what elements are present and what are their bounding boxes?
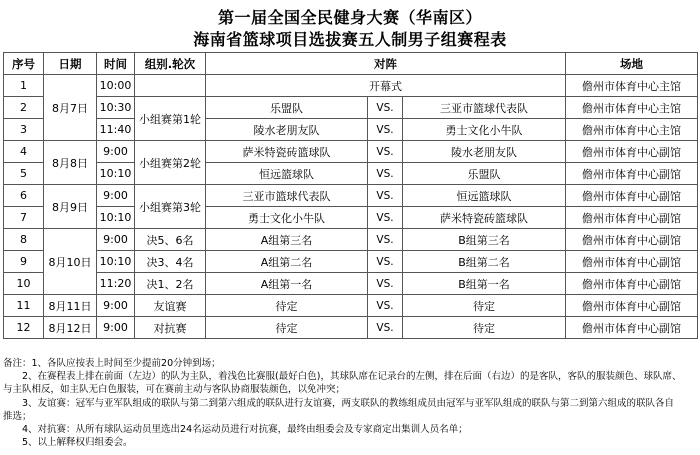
- table-row: [4, 75, 698, 97]
- cell-venue: 儋州市体育中心主馆: [566, 119, 698, 141]
- cell-venue: 儋州市体育中心副馆: [566, 295, 698, 317]
- note-line: 3、友谊赛：冠军与亚军队组成的联队与第二到第六组成的联队进行友谊赛，两支联队的教练组成员由冠军与亚军队组成的联队与第二到第六组成的联队各自: [3, 397, 675, 409]
- cell-no: 7: [4, 207, 44, 229]
- title-line-2: 海南省篮球项目选拔赛五人制男子组赛程表: [193, 30, 507, 49]
- cell-team-b: B组第二名: [403, 251, 566, 273]
- header-date: 日期: [44, 53, 97, 75]
- header-no: 序号: [4, 53, 44, 75]
- cell-date: 8月8日: [44, 141, 97, 185]
- cell-no: 8: [4, 229, 44, 251]
- cell-vs: VS.: [368, 273, 403, 295]
- cell-team-a: 三亚市篮球代表队: [206, 185, 368, 207]
- cell-no: 1: [4, 75, 44, 97]
- cell-vs: VS.: [368, 119, 403, 141]
- cell-time: 10:10: [97, 163, 135, 185]
- cell-no: 10: [4, 273, 44, 295]
- cell-venue: 儋州市体育中心副馆: [566, 229, 698, 251]
- cell-team-b: 乐盟队: [403, 163, 566, 185]
- notes-section: [3, 357, 697, 449]
- cell-no: 12: [4, 317, 44, 339]
- cell-venue: 儋州市体育中心副馆: [566, 163, 698, 185]
- cell-vs: VS.: [368, 97, 403, 119]
- table-row: [4, 119, 698, 141]
- cell-team-b: 待定: [403, 295, 566, 317]
- table-row: [4, 273, 698, 295]
- cell-vs: VS.: [368, 141, 403, 163]
- cell-no: 4: [4, 141, 44, 163]
- table-row: [4, 207, 698, 229]
- cell-no: 5: [4, 163, 44, 185]
- cell-no: 11: [4, 295, 44, 317]
- cell-vs: VS.: [368, 229, 403, 251]
- cell-team-b: B组第一名: [403, 273, 566, 295]
- cell-team-a: 乐盟队: [206, 97, 368, 119]
- cell-team-a: A组第二名: [206, 251, 368, 273]
- note-line: 5、以上解释权归组委会。: [3, 437, 133, 449]
- cell-team-b: 萨米特瓷砖篮球队: [403, 207, 566, 229]
- cell-round: 决1、2名: [135, 273, 206, 295]
- cell-team-a: 待定: [206, 317, 368, 339]
- cell-date: 8月12日: [44, 317, 97, 339]
- cell-team-a: 待定: [206, 295, 368, 317]
- table-row: [4, 317, 698, 339]
- cell-team-b: 三亚市篮球代表队: [403, 97, 566, 119]
- cell-no: 6: [4, 185, 44, 207]
- cell-ceremony: 开幕式: [206, 75, 566, 97]
- cell-round-empty: [135, 75, 206, 97]
- cell-time: 10:00: [97, 75, 135, 97]
- cell-team-b: B组第三名: [403, 229, 566, 251]
- cell-team-a: A组第三名: [206, 229, 368, 251]
- cell-time: 11:40: [97, 119, 135, 141]
- table-row: [4, 229, 698, 251]
- cell-round: 友谊赛: [135, 295, 206, 317]
- cell-vs: VS.: [368, 207, 403, 229]
- cell-time: 10:30: [97, 97, 135, 119]
- cell-time: 9:00: [97, 185, 135, 207]
- cell-time: 11:20: [97, 273, 135, 295]
- cell-time: 9:00: [97, 141, 135, 163]
- cell-team-a: 恒远篮球队: [206, 163, 368, 185]
- schedule-table: [3, 52, 698, 339]
- cell-venue: 儋州市体育中心主馆: [566, 75, 698, 97]
- cell-team-a: 萨米特瓷砖篮球队: [206, 141, 368, 163]
- cell-date: 8月11日: [44, 295, 97, 317]
- cell-time: 9:00: [97, 229, 135, 251]
- table-row: [4, 141, 698, 163]
- table-row: [4, 251, 698, 273]
- header-row: [4, 53, 698, 75]
- cell-date: 8月10日: [44, 229, 97, 295]
- cell-time: 9:00: [97, 317, 135, 339]
- header-venue: 场地: [566, 53, 698, 75]
- cell-vs: VS.: [368, 163, 403, 185]
- cell-time: 10:10: [97, 207, 135, 229]
- table-row: [4, 97, 698, 119]
- cell-round: 对抗赛: [135, 317, 206, 339]
- cell-vs: VS.: [368, 295, 403, 317]
- cell-round: 决3、4名: [135, 251, 206, 273]
- cell-venue: 儋州市体育中心副馆: [566, 207, 698, 229]
- cell-team-a: 勇士文化小牛队: [206, 207, 368, 229]
- cell-vs: VS.: [368, 251, 403, 273]
- title-line-1: 第一届全国全民健身大赛（华南区）: [217, 8, 482, 27]
- cell-date: 8月7日: [44, 75, 97, 141]
- cell-vs: VS.: [368, 185, 403, 207]
- cell-time: 10:10: [97, 251, 135, 273]
- cell-round: 小组赛第1轮: [135, 97, 206, 141]
- cell-team-a: 陵水老朋友队: [206, 119, 368, 141]
- cell-team-b: 恒远篮球队: [403, 185, 566, 207]
- cell-no: 3: [4, 119, 44, 141]
- cell-team-b: 勇士文化小牛队: [403, 119, 566, 141]
- table-row: [4, 295, 698, 317]
- cell-team-b: 陵水老朋友队: [403, 141, 566, 163]
- cell-no: 9: [4, 251, 44, 273]
- header-round: 组别.轮次: [135, 53, 206, 75]
- cell-team-b: 待定: [403, 317, 566, 339]
- cell-vs: VS.: [368, 317, 403, 339]
- note-line: 4、对抗赛：从所有球队运动员里选出24名运动员进行对抗赛，最终由组委会及专家商定出集训人员名单；: [3, 424, 468, 436]
- note-line: 推选；: [3, 410, 32, 422]
- cell-date: 8月9日: [44, 185, 97, 229]
- header-matchup: 对阵: [206, 53, 566, 75]
- cell-venue: 儋州市体育中心副馆: [566, 317, 698, 339]
- cell-round: 小组赛第2轮: [135, 141, 206, 185]
- cell-venue: 儋州市体育中心副馆: [566, 141, 698, 163]
- note-line: 2、在赛程表上排在前面（左边）的队为主队，着浅色比赛服(最好白色)，其球队席在记录台的左侧，排在后面（右边）的是客队，客队的服装颜色、球队席、: [3, 371, 682, 383]
- cell-team-a: A组第一名: [206, 273, 368, 295]
- note-line: 备注：1、各队应按表上时间至少提前20分钟到场；: [3, 358, 221, 369]
- cell-no: 2: [4, 97, 44, 119]
- cell-venue: 儋州市体育中心副馆: [566, 251, 698, 273]
- cell-venue: 儋州市体育中心主馆: [566, 97, 698, 119]
- table-row: [4, 163, 698, 185]
- header-time: 时间: [97, 53, 135, 75]
- cell-round: 决5、6名: [135, 229, 206, 251]
- cell-venue: 儋州市体育中心副馆: [566, 273, 698, 295]
- cell-round: 小组赛第3轮: [135, 185, 206, 229]
- cell-venue: 儋州市体育中心副馆: [566, 185, 698, 207]
- note-line: 与主队相反，如主队无白色服装，可在赛前主动与客队协商服装颜色，以免冲突；: [3, 384, 346, 396]
- cell-time: 9:00: [97, 295, 135, 317]
- table-row: [4, 185, 698, 207]
